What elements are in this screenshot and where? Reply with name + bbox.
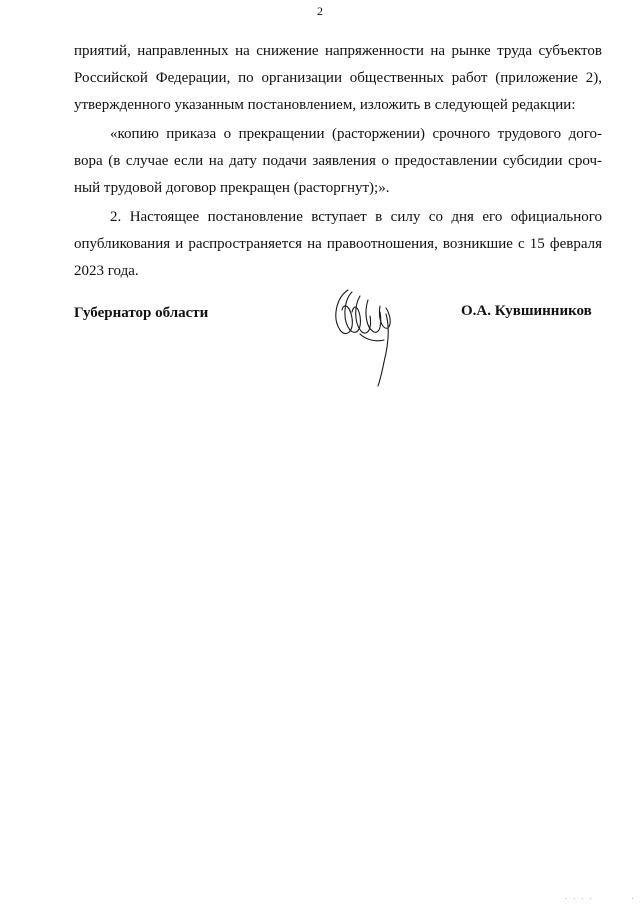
handwritten-signature bbox=[330, 284, 400, 388]
paragraph-continuation bbox=[74, 38, 602, 119]
text-line: «копию приказа о прекращении (расторжении) срочного трудового дого- bbox=[110, 126, 602, 142]
text-line: 2023 года. bbox=[74, 263, 139, 279]
page-number: 2 bbox=[317, 4, 323, 18]
text-line: утвержденного указанным постановлением, изложить в следующей редакции: bbox=[74, 97, 576, 113]
text-line: 2. Настоящее постановление вступает в силу со дня его официального bbox=[110, 209, 602, 225]
text-line: вора (в случае если на дату подачи заявления о предоставлении субсидии сроч- bbox=[74, 153, 602, 169]
text-line: приятий, направленных на снижение напряженности на рынке труда субъектов bbox=[74, 43, 602, 59]
signatory-name: О.А. Кувшинников bbox=[461, 303, 592, 319]
document-body bbox=[74, 38, 602, 285]
paragraph-effective-date bbox=[74, 204, 602, 285]
text-line: Российской Федерации, по организации общественных работ (приложение 2), bbox=[74, 70, 602, 86]
signatory-title: Губернатор области bbox=[74, 305, 209, 321]
quoted-amendment bbox=[74, 121, 602, 202]
scan-artifact: · · · · · bbox=[565, 895, 636, 903]
text-line: опубликования и распространяется на правоотношения, возникшие с 15 февраля bbox=[74, 236, 602, 252]
text-line: ный трудовой договор прекращен (расторгнут);». bbox=[74, 180, 390, 196]
